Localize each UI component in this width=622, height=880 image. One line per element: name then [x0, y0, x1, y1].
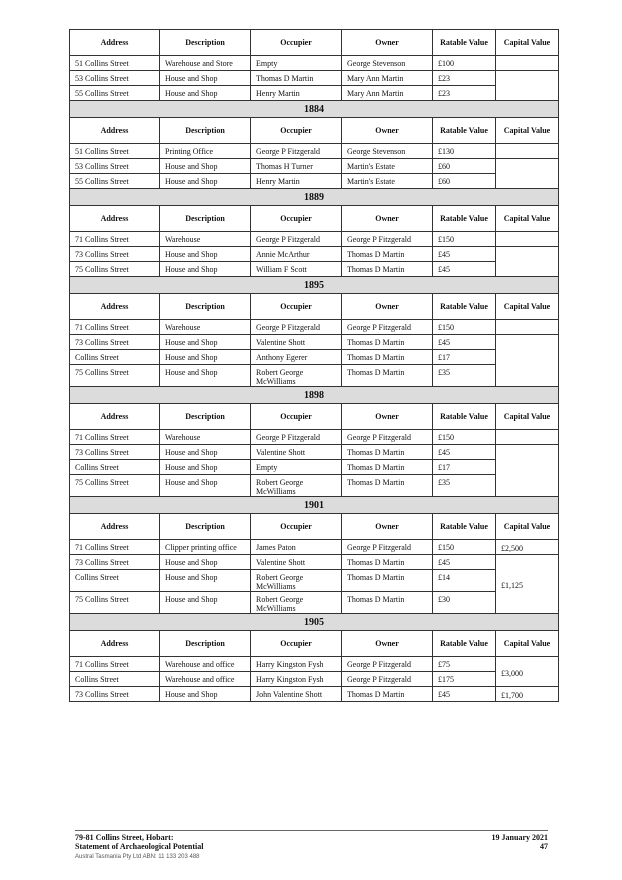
- header-occupier: Occupier: [251, 30, 342, 56]
- cell-address: 53 Collins Street: [70, 71, 160, 86]
- cell-owner: Thomas D Martin: [342, 475, 433, 497]
- header-ratable-value: Ratable Value: [433, 631, 496, 657]
- cell-ratable-value: £45: [433, 555, 496, 570]
- cell-occupier: Empty: [251, 56, 342, 71]
- cell-ratable-value: £17: [433, 460, 496, 475]
- cell-occupier: Valentine Shott: [251, 335, 342, 350]
- header-owner: Owner: [342, 206, 433, 232]
- cell-ratable-value: £45: [433, 335, 496, 350]
- cell-description: Clipper printing office: [160, 540, 251, 555]
- cell-address: Collins Street: [70, 672, 160, 687]
- cell-capital-value: [496, 320, 559, 335]
- cell-ratable-value: £75: [433, 657, 496, 672]
- cell-ratable-value: £60: [433, 159, 496, 174]
- cell-address: 71 Collins Street: [70, 232, 160, 247]
- footer-title-line1: 79-81 Collins Street, Hobart:: [75, 833, 174, 842]
- cell-occupier: Henry Martin: [251, 86, 342, 101]
- header-row: [70, 206, 559, 232]
- cell-ratable-value: £23: [433, 71, 496, 86]
- table-row: [70, 159, 559, 174]
- table-row: [70, 71, 559, 86]
- header-row: [70, 631, 559, 657]
- header-address: Address: [70, 514, 160, 540]
- cell-ratable-value: £150: [433, 232, 496, 247]
- cell-owner: George P Fitzgerald: [342, 657, 433, 672]
- header-address: Address: [70, 118, 160, 144]
- footer-company: Austral Tasmania Pty Ltd ABN: 11 133 203 488: [75, 854, 200, 860]
- header-row: [70, 514, 559, 540]
- cell-address: 75 Collins Street: [70, 262, 160, 277]
- header-capital-value: Capital Value: [496, 631, 559, 657]
- year-heading: 1898: [70, 387, 559, 404]
- cell-address: Collins Street: [70, 460, 160, 475]
- cell-description: House and Shop: [160, 247, 251, 262]
- header-address: Address: [70, 30, 160, 56]
- cell-address: 73 Collins Street: [70, 247, 160, 262]
- cell-address: 53 Collins Street: [70, 159, 160, 174]
- cell-address: 71 Collins Street: [70, 430, 160, 445]
- cell-occupier: William F Scott: [251, 262, 342, 277]
- cell-description: House and Shop: [160, 86, 251, 101]
- cell-ratable-value: £35: [433, 365, 496, 387]
- cell-ratable-value: £14: [433, 570, 496, 592]
- table-row: [70, 672, 559, 687]
- cell-owner: George P Fitzgerald: [342, 540, 433, 555]
- header-owner: Owner: [342, 631, 433, 657]
- cell-owner: Thomas D Martin: [342, 687, 433, 702]
- header-address: Address: [70, 404, 160, 430]
- cell-description: House and Shop: [160, 365, 251, 387]
- header-ratable-value: Ratable Value: [433, 404, 496, 430]
- cell-address: 73 Collins Street: [70, 445, 160, 460]
- cell-owner: George P Fitzgerald: [342, 232, 433, 247]
- cell-occupier: George P Fitzgerald: [251, 232, 342, 247]
- cell-occupier: Robert George McWilliams: [251, 570, 342, 592]
- year-heading-row: [70, 101, 559, 118]
- cell-owner: Thomas D Martin: [342, 555, 433, 570]
- cell-address: 73 Collins Street: [70, 555, 160, 570]
- page-footer: [75, 833, 548, 860]
- cell-ratable-value: £150: [433, 320, 496, 335]
- cell-address: 75 Collins Street: [70, 592, 160, 614]
- cell-capital-value: £1,700: [496, 687, 559, 702]
- cell-ratable-value: £150: [433, 430, 496, 445]
- cell-ratable-value: £17: [433, 350, 496, 365]
- table-row: [70, 350, 559, 365]
- cell-description: Warehouse: [160, 320, 251, 335]
- header-description: Description: [160, 631, 251, 657]
- cell-occupier: Harry Kingston Fysh: [251, 672, 342, 687]
- cell-address: 73 Collins Street: [70, 335, 160, 350]
- cell-description: House and Shop: [160, 335, 251, 350]
- cell-occupier: George P Fitzgerald: [251, 320, 342, 335]
- page-number: 47: [540, 842, 548, 851]
- cell-address: 75 Collins Street: [70, 365, 160, 387]
- table-row: [70, 335, 559, 350]
- table-row: [70, 86, 559, 101]
- table-row: [70, 570, 559, 592]
- cell-description: Warehouse and office: [160, 657, 251, 672]
- cell-ratable-value: £130: [433, 144, 496, 159]
- cell-owner: Martin's Estate: [342, 174, 433, 189]
- cell-owner: George P Fitzgerald: [342, 672, 433, 687]
- cell-capital-value: £2,500: [496, 540, 559, 555]
- cell-capital-value: [496, 445, 559, 497]
- footer-title-line2: Statement of Archaeological Potential: [75, 842, 204, 851]
- header-capital-value: Capital Value: [496, 294, 559, 320]
- header-occupier: Occupier: [251, 404, 342, 430]
- cell-address: Collins Street: [70, 350, 160, 365]
- table-row: [70, 320, 559, 335]
- header-owner: Owner: [342, 30, 433, 56]
- cell-description: House and Shop: [160, 592, 251, 614]
- cell-description: Warehouse: [160, 232, 251, 247]
- cell-occupier: George P Fitzgerald: [251, 430, 342, 445]
- table-row: [70, 247, 559, 262]
- cell-occupier: Anthony Egerer: [251, 350, 342, 365]
- header-capital-value: Capital Value: [496, 514, 559, 540]
- cell-address: 51 Collins Street: [70, 144, 160, 159]
- header-capital-value: Capital Value: [496, 118, 559, 144]
- year-heading: 1901: [70, 497, 559, 514]
- cell-description: House and Shop: [160, 174, 251, 189]
- cell-description: Warehouse and Store: [160, 56, 251, 71]
- header-capital-value: Capital Value: [496, 404, 559, 430]
- header-row: [70, 294, 559, 320]
- cell-capital-value: [496, 430, 559, 445]
- header-occupier: Occupier: [251, 514, 342, 540]
- cell-description: House and Shop: [160, 159, 251, 174]
- cell-capital-value: [496, 335, 559, 387]
- year-heading: 1905: [70, 614, 559, 631]
- cell-address: 73 Collins Street: [70, 687, 160, 702]
- cell-address: 71 Collins Street: [70, 540, 160, 555]
- cell-ratable-value: £150: [433, 540, 496, 555]
- header-address: Address: [70, 206, 160, 232]
- cell-capital-value: [496, 159, 559, 189]
- header-ratable-value: Ratable Value: [433, 514, 496, 540]
- cell-occupier: Robert George McWilliams: [251, 475, 342, 497]
- cell-description: Warehouse: [160, 430, 251, 445]
- header-row: [70, 404, 559, 430]
- cell-owner: George Stevenson: [342, 144, 433, 159]
- cell-occupier: James Paton: [251, 540, 342, 555]
- cell-owner: Thomas D Martin: [342, 592, 433, 614]
- table-row: [70, 56, 559, 71]
- cell-owner: George P Fitzgerald: [342, 430, 433, 445]
- cell-description: House and Shop: [160, 262, 251, 277]
- year-heading-row: [70, 277, 559, 294]
- header-description: Description: [160, 118, 251, 144]
- header-occupier: Occupier: [251, 206, 342, 232]
- cell-owner: George Stevenson: [342, 56, 433, 71]
- cell-ratable-value: £45: [433, 262, 496, 277]
- year-heading: 1895: [70, 277, 559, 294]
- cell-owner: Martin's Estate: [342, 159, 433, 174]
- footer-date-block: [492, 833, 548, 851]
- header-occupier: Occupier: [251, 631, 342, 657]
- table-row: [70, 430, 559, 445]
- cell-capital-value: [496, 56, 559, 71]
- cell-capital-value: [496, 232, 559, 247]
- header-owner: Owner: [342, 294, 433, 320]
- header-owner: Owner: [342, 514, 433, 540]
- header-owner: Owner: [342, 404, 433, 430]
- header-description: Description: [160, 514, 251, 540]
- header-owner: Owner: [342, 118, 433, 144]
- cell-address: Collins Street: [70, 570, 160, 592]
- table-row: [70, 687, 559, 702]
- header-occupier: Occupier: [251, 118, 342, 144]
- header-row: [70, 118, 559, 144]
- cell-occupier: Annie McArthur: [251, 247, 342, 262]
- valuation-roll-table: [69, 29, 559, 702]
- cell-address: 71 Collins Street: [70, 657, 160, 672]
- cell-owner: Mary Ann Martin: [342, 86, 433, 101]
- year-heading-row: [70, 614, 559, 631]
- cell-occupier: Empty: [251, 460, 342, 475]
- cell-description: House and Shop: [160, 570, 251, 592]
- cell-occupier: George P Fitzgerald: [251, 144, 342, 159]
- cell-description: House and Shop: [160, 555, 251, 570]
- table-row: [70, 174, 559, 189]
- cell-capital-value: [496, 247, 559, 277]
- year-heading-row: [70, 497, 559, 514]
- cell-description: House and Shop: [160, 475, 251, 497]
- header-description: Description: [160, 30, 251, 56]
- cell-owner: Thomas D Martin: [342, 570, 433, 592]
- year-heading-row: [70, 189, 559, 206]
- cell-owner: George P Fitzgerald: [342, 320, 433, 335]
- year-heading: 1889: [70, 189, 559, 206]
- cell-capital-value: £1,125: [496, 555, 559, 614]
- header-capital-value: Capital Value: [496, 30, 559, 56]
- cell-occupier: Robert George McWilliams: [251, 365, 342, 387]
- table-row: [70, 657, 559, 672]
- cell-address: 55 Collins Street: [70, 174, 160, 189]
- header-row: [70, 30, 559, 56]
- cell-address: 75 Collins Street: [70, 475, 160, 497]
- cell-description: House and Shop: [160, 460, 251, 475]
- header-address: Address: [70, 294, 160, 320]
- cell-capital-value: [496, 71, 559, 101]
- cell-description: House and Shop: [160, 71, 251, 86]
- cell-description: Warehouse and office: [160, 672, 251, 687]
- table-row: [70, 555, 559, 570]
- cell-ratable-value: £35: [433, 475, 496, 497]
- cell-owner: Thomas D Martin: [342, 445, 433, 460]
- cell-address: 55 Collins Street: [70, 86, 160, 101]
- table-row: [70, 460, 559, 475]
- header-ratable-value: Ratable Value: [433, 30, 496, 56]
- valuation-tables: [69, 29, 558, 702]
- header-ratable-value: Ratable Value: [433, 294, 496, 320]
- table-row: [70, 232, 559, 247]
- footer-date: 19 January 2021: [491, 833, 548, 842]
- cell-description: House and Shop: [160, 445, 251, 460]
- table-row: [70, 540, 559, 555]
- cell-occupier: Thomas H Turner: [251, 159, 342, 174]
- cell-ratable-value: £100: [433, 56, 496, 71]
- cell-occupier: Robert George McWilliams: [251, 592, 342, 614]
- table-row: [70, 144, 559, 159]
- cell-occupier: Valentine Shott: [251, 555, 342, 570]
- year-heading-row: [70, 387, 559, 404]
- cell-description: House and Shop: [160, 350, 251, 365]
- header-description: Description: [160, 206, 251, 232]
- footer-divider: [75, 830, 548, 831]
- cell-ratable-value: £30: [433, 592, 496, 614]
- table-row: [70, 475, 559, 497]
- cell-description: Printing Office: [160, 144, 251, 159]
- cell-occupier: John Valentine Shott: [251, 687, 342, 702]
- table-row: [70, 365, 559, 387]
- table-row: [70, 445, 559, 460]
- cell-occupier: Valentine Shott: [251, 445, 342, 460]
- cell-owner: Thomas D Martin: [342, 262, 433, 277]
- cell-owner: Thomas D Martin: [342, 350, 433, 365]
- cell-owner: Mary Ann Martin: [342, 71, 433, 86]
- cell-address: 51 Collins Street: [70, 56, 160, 71]
- header-capital-value: Capital Value: [496, 206, 559, 232]
- table-row: [70, 262, 559, 277]
- header-ratable-value: Ratable Value: [433, 206, 496, 232]
- header-address: Address: [70, 631, 160, 657]
- cell-ratable-value: £45: [433, 445, 496, 460]
- table-row: [70, 592, 559, 614]
- header-occupier: Occupier: [251, 294, 342, 320]
- cell-owner: Thomas D Martin: [342, 335, 433, 350]
- cell-occupier: Harry Kingston Fysh: [251, 657, 342, 672]
- header-description: Description: [160, 294, 251, 320]
- cell-ratable-value: £175: [433, 672, 496, 687]
- cell-ratable-value: £60: [433, 174, 496, 189]
- cell-ratable-value: £23: [433, 86, 496, 101]
- cell-description: House and Shop: [160, 687, 251, 702]
- cell-owner: Thomas D Martin: [342, 460, 433, 475]
- cell-capital-value: [496, 144, 559, 159]
- cell-owner: Thomas D Martin: [342, 365, 433, 387]
- header-ratable-value: Ratable Value: [433, 118, 496, 144]
- cell-ratable-value: £45: [433, 687, 496, 702]
- header-description: Description: [160, 404, 251, 430]
- cell-capital-value: £3,000: [496, 657, 559, 687]
- cell-occupier: Thomas D Martin: [251, 71, 342, 86]
- cell-occupier: Henry Martin: [251, 174, 342, 189]
- cell-ratable-value: £45: [433, 247, 496, 262]
- year-heading: 1884: [70, 101, 559, 118]
- cell-owner: Thomas D Martin: [342, 247, 433, 262]
- cell-address: 71 Collins Street: [70, 320, 160, 335]
